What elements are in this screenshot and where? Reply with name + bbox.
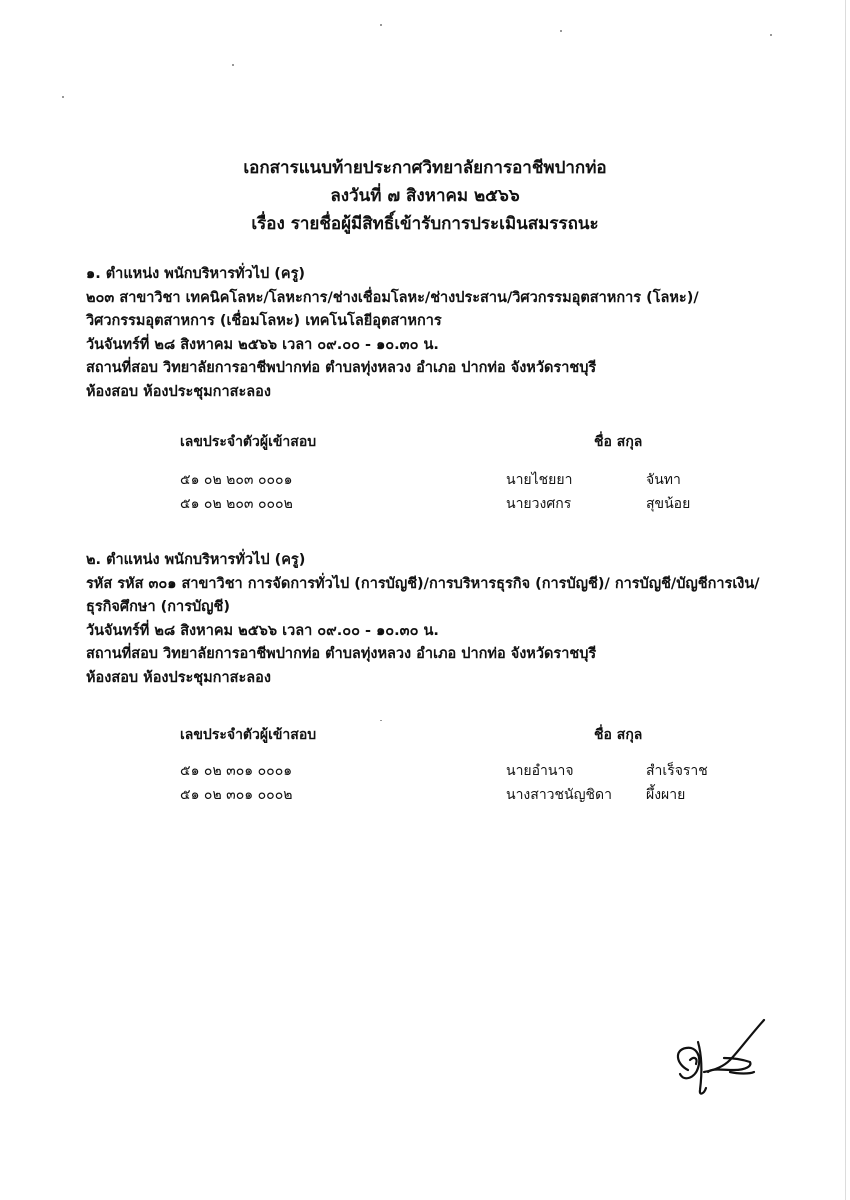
section-1-venue: สถานที่สอบ วิทยาลัยการอาชีพปากท่อ ตำบลทุ่งหลวง อำเภอ ปากท่อ จังหวัดราชบุรี xyxy=(86,360,597,376)
scan-speck xyxy=(770,34,772,36)
candidate-first-name: นายอำนาจ xyxy=(506,763,574,779)
candidate-id: ๕๑ ๐๒ ๓๐๑ ๐๐๐๑ xyxy=(180,763,293,779)
section-1-info xyxy=(86,263,786,404)
scan-speck xyxy=(232,64,234,66)
column-header-name: ชื่อ สกุล xyxy=(594,727,643,743)
candidate-first-name: นางสาวชนัญชิดา xyxy=(506,787,612,803)
scan-speck xyxy=(380,720,382,721)
table-row xyxy=(180,468,740,492)
section-2-subject-line-1: รหัส รหัส ๓๐๑ สาขาวิชา การจัดการทั่วไป (การบัญชี)/การบริหารธุรกิจ (การบัญชี)/ การบัญชี/บัญชีการเงิน/ xyxy=(86,575,760,592)
candidate-first-name: นายวงศกร xyxy=(506,496,572,512)
section-2-room: ห้องสอบ ห้องประชุมกาสะลอง xyxy=(86,669,271,686)
table-row xyxy=(180,783,740,807)
section-1-subject-line-1: ๒๐๓ สาขาวิชา เทคนิคโลหะ/โลหะการ/ช่างเชื่อมโลหะ/ช่างประสาน/วิศวกรรมอุตสาหการ (โลหะ)/ xyxy=(86,289,699,306)
section-2-subject-line-2: ธุรกิจศึกษา (การบัญชี) xyxy=(86,599,231,615)
section-2-info xyxy=(86,549,786,690)
handwritten-signature-icon xyxy=(668,1012,778,1102)
scan-speck xyxy=(560,30,562,32)
candidate-first-name: นายไชยยา xyxy=(506,472,573,488)
section-2-title: ๒. ตำแหน่ง พนักบริหารทั่วไป (ครู) xyxy=(86,552,306,568)
section-2-candidate-table xyxy=(180,723,740,807)
table-row xyxy=(180,492,740,516)
candidate-last-name: ผึ้งผาย xyxy=(646,787,686,803)
section-1-candidate-table xyxy=(180,430,740,516)
table-header-row xyxy=(180,723,740,747)
section-1-subject-line-2: วิศวกรรมอุตสาหการ (เชื่อมโลหะ) เทคโนโลยีอุตสาหการ xyxy=(86,313,442,329)
header-subject: เรื่อง รายชื่อผู้มีสิทธิ์เข้ารับการประเมินสมรรถนะ xyxy=(251,214,599,234)
candidate-last-name: สุขน้อย xyxy=(646,496,691,512)
table-header-row xyxy=(180,430,740,454)
column-header-candidate-id: เลขประจำตัวผู้เข้าสอบ xyxy=(180,434,317,450)
section-1-date: วันจันทร์ที่ ๒๘ สิงหาคม ๒๕๖๖ เวลา ๐๙.๐๐ - ๑๐.๓๐ น. xyxy=(86,336,439,353)
section-1-title: ๑. ตำแหน่ง พนักบริหารทั่วไป (ครู) xyxy=(86,266,305,282)
header-title: เอกสารแนบท้ายประกาศวิทยาลัยการอาชีพปากท่อ xyxy=(243,158,607,178)
section-2-date: วันจันทร์ที่ ๒๘ สิงหาคม ๒๕๖๖ เวลา ๐๙.๐๐ - ๑๐.๓๐ น. xyxy=(86,622,439,639)
candidate-last-name: จันทา xyxy=(646,472,681,488)
table-row xyxy=(180,759,740,783)
header-date: ลงวันที่ ๗ สิงหาคม ๒๕๖๖ xyxy=(330,186,520,206)
candidate-last-name: สำเร็จราช xyxy=(646,763,708,779)
scan-speck xyxy=(62,96,64,98)
column-header-candidate-id: เลขประจำตัวผู้เข้าสอบ xyxy=(180,727,317,743)
column-header-name: ชื่อ สกุล xyxy=(594,434,643,450)
section-2-venue: สถานที่สอบ วิทยาลัยการอาชีพปากท่อ ตำบลทุ่งหลวง อำเภอ ปากท่อ จังหวัดราชบุรี xyxy=(86,646,597,662)
section-1-room: ห้องสอบ ห้องประชุมกาสะลอง xyxy=(86,383,271,400)
candidate-id: ๕๑ ๐๒ ๓๐๑ ๐๐๐๒ xyxy=(180,787,293,803)
candidate-id: ๕๑ ๐๒ ๒๐๓ ๐๐๐๑ xyxy=(180,472,293,488)
document-header xyxy=(0,154,850,238)
scan-speck xyxy=(380,24,382,26)
candidate-id: ๕๑ ๐๒ ๒๐๓ ๐๐๐๒ xyxy=(180,496,293,512)
